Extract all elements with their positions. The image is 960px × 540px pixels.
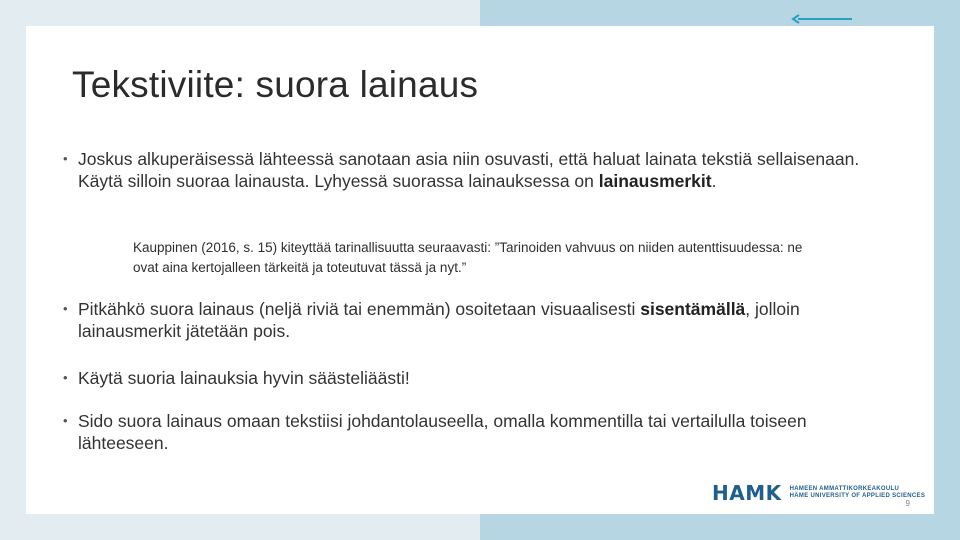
bullet-2-text: Pitkähkö suora lainaus (neljä riviä tai enemmän) osoitetaan visuaalisesti — [78, 299, 641, 319]
bullet-4-text: Sido suora lainaus omaan tekstiisi johdantolauseella, omalla kommentilla tai vertailulla toiseen lähteeseen. — [78, 411, 807, 453]
bullet-dot: • — [63, 370, 68, 385]
bullet-1-end: . — [711, 171, 717, 191]
logo-mark: HAMK — [712, 481, 782, 505]
bullet-2-emphasis: sisentämällä — [640, 299, 746, 319]
bullet-1-text: Joskus alkuperäisessä lähteessä sanotaan asia niin osuvasti, että haluat lainata tekstiä sellaisenaan. Käytä silloin suoraa lainausta. Lyhyessä suorassa lainauksessa on — [78, 149, 860, 191]
hamk-logo — [712, 482, 925, 504]
arrow-left-icon[interactable] — [790, 12, 854, 26]
bullet-1 — [63, 148, 878, 192]
slide-title: Tekstiviite: suora lainaus — [72, 64, 479, 105]
bullet-dot: • — [63, 301, 68, 316]
bullet-dot: • — [63, 151, 68, 166]
bullet-1-emphasis: lainausmerkit — [598, 171, 712, 191]
bullet-2-end: , jolloin lainausmerkit jätetään pois. — [78, 299, 800, 341]
bullet-2 — [63, 298, 878, 342]
bullet-dot: • — [63, 413, 68, 428]
bullet-3-text: Käytä suoria lainauksia hyvin säästeliäästi! — [78, 368, 410, 388]
logo-line-1: HAMEEN AMMATTIKORKEAKOULU — [789, 486, 900, 492]
slide-card — [26, 26, 934, 514]
page-number: 9 — [905, 499, 910, 508]
block-quote: Kauppinen (2016, s. 15) kiteyttää tarinallisuutta seuraavasti: ”Tarinoiden vahvuus on niiden autenttisuudessa: ne ovat aina kertojalleen tärkeitä ja toteutuvat tässä ja nyt.” — [133, 240, 803, 275]
bullet-3 — [63, 367, 878, 389]
logo-text — [790, 486, 926, 500]
bullet-4 — [63, 410, 878, 454]
logo-line-2: HÄME UNIVERSITY OF APPLIED SCIENCES — [789, 493, 926, 499]
